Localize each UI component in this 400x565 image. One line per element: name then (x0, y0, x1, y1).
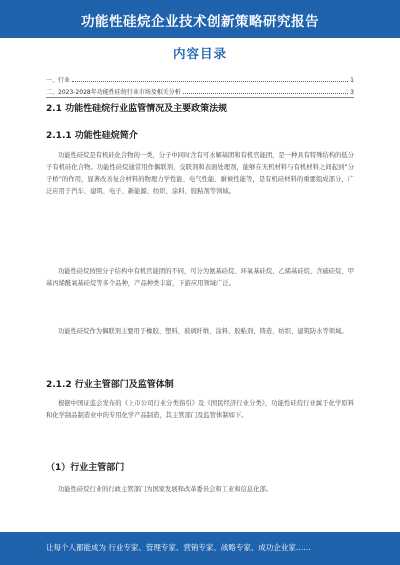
body-paragraph: 功能性硅烷行业的行政主管部门为国家发展和改革委员会和工业和信息化部。 (58, 486, 273, 493)
toc-item-label: 二、2023-2028年功能性硅烷行业市场及相关分析 (46, 89, 181, 96)
toc-divider (46, 97, 354, 98)
report-header (0, 0, 400, 38)
toc-item[interactable] (46, 84, 354, 96)
toc-item-page: 1 (350, 77, 354, 84)
body-paragraph: 功能性硅烷作为偶联剂主要用于橡胶、塑料、玻璃纤维、涂料、胶粘剂、铸造、纺织、建筑防水等领域。 (58, 328, 348, 335)
toc-title: 内容目录 (172, 46, 227, 61)
toc-leader-dots (183, 93, 348, 94)
toc-leader-dots (72, 81, 348, 82)
report-footer (0, 532, 400, 565)
subsubsection-heading: （1）行业主管部门 (46, 463, 125, 473)
body-paragraph: 功能性硅烷是有机硅化合物的一类，分子中同时含有可水解基团和有机官能团，是一种具有特殊结构的低分子有机硅化合物。功能性硅烷通常用作偶联剂、交联剂和表面处理剂，能够在无机材料与有机材料之间起到“分子桥”的作用，显著改善复合材料的物理力学性能、电气性能、耐候性能等，是有机硅材料的重要组成部分，广泛应用于汽车、建筑、电子、新能源、纺织、涂料、胶粘剂等领域。 (46, 152, 354, 195)
subsection-heading: 2.1.1 功能性硅烷简介 (46, 131, 138, 141)
footer-slogan: 让每个人都能成为 行业专家、管理专家、营销专家、战略专家、成功企业家…… (46, 543, 311, 552)
toc-item-page: 3 (350, 89, 354, 96)
subsection-heading: 2.1.2 行业主管部门及监管体制 (46, 380, 174, 390)
table-of-contents (46, 72, 354, 96)
toc-item[interactable] (46, 72, 354, 84)
section-heading: 2.1 功能性硅烷行业监管情况及主要政策法规 (46, 104, 228, 114)
toc-item-label: 一、行业 (46, 77, 71, 84)
body-paragraph: 功能性硅烷按照分子结构中有机官能团的不同，可分为氨基硅烷、环氧基硅烷、乙烯基硅烷、含硫硅烷、甲基丙烯酰氧基硅烷等多个品种，产品种类丰富，下游应用领域广泛。 (46, 268, 354, 287)
body-paragraph: 根据中国证监会发布的《上市公司行业分类指引》及《国民经济行业分类》，功能性硅烷行业属于化学原料和化学制品制造业中的专用化学产品制造，其主管部门及监管体制如下。 (46, 400, 354, 419)
report-title: 功能性硅烷企业技术创新策略研究报告 (81, 14, 319, 30)
